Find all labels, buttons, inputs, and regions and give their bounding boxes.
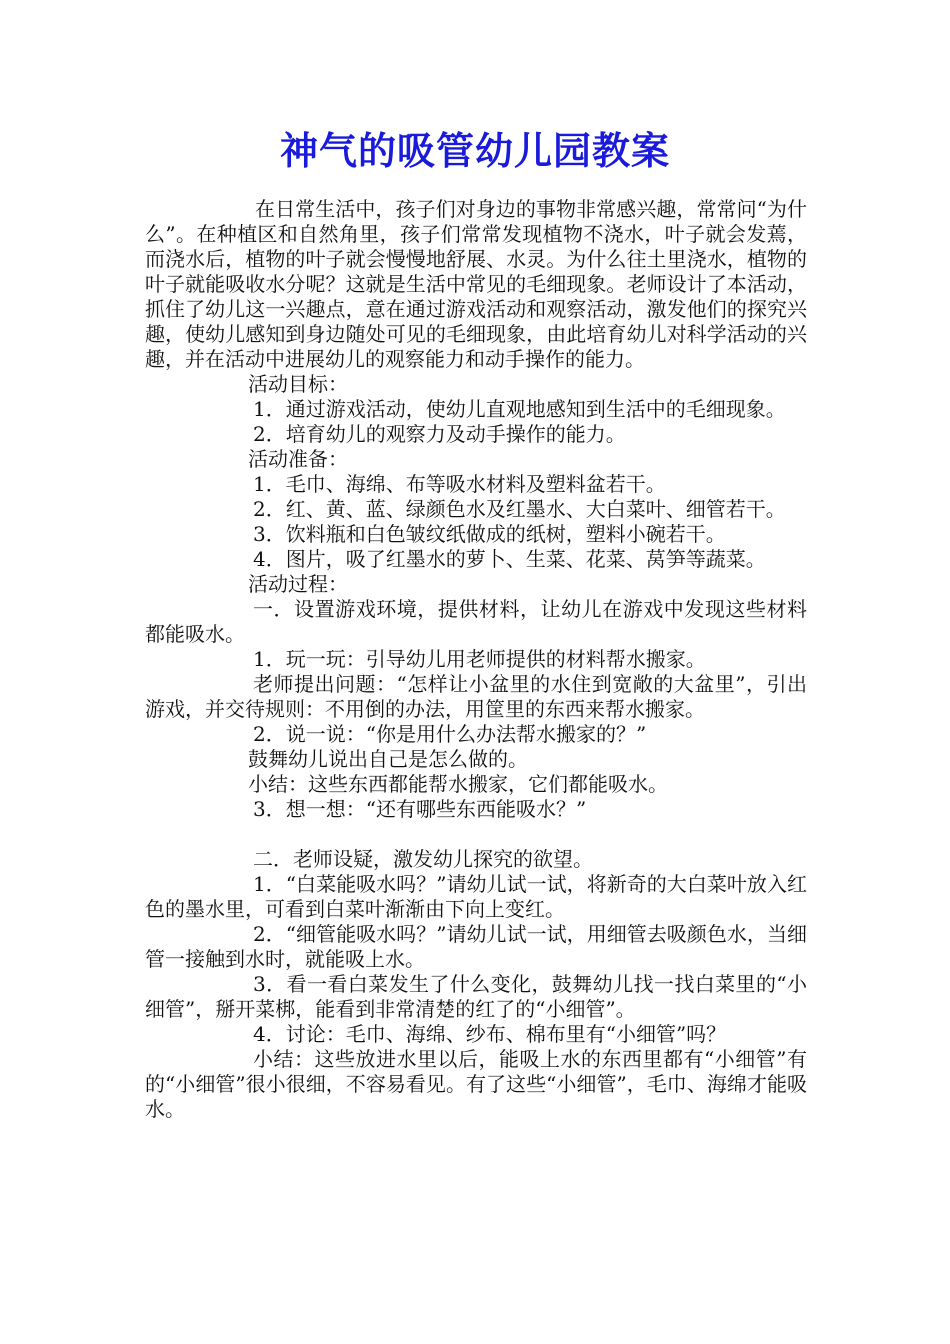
summary: 小结：这些东西都能帮水搬家，它们都能吸水。 bbox=[248, 772, 668, 796]
prep-item: 3．饮料瓶和白色皱纹纸做成的纸树，塑料小碗若干。 bbox=[253, 522, 726, 546]
section-heading-process: 活动过程： bbox=[248, 572, 348, 596]
process-step: 2．“细管能吸水吗？”请幼儿试一试，用细管去吸颜色水，当细管一接触到水时，就能吸上水。 bbox=[145, 922, 807, 971]
process-step: 二．老师设疑，激发幼儿探究的欲望。 bbox=[253, 847, 593, 871]
section-heading-prep: 活动准备： bbox=[248, 447, 348, 471]
process-step: 4．讨论：毛巾、海绵、纱布、棉布里有“小细管”吗？ bbox=[253, 1022, 727, 1046]
section-heading-goals: 活动目标： bbox=[248, 372, 348, 396]
document-body bbox=[145, 197, 807, 1122]
prep-item: 4．图片，吸了红墨水的萝卜、生菜、花菜、莴笋等蔬菜。 bbox=[253, 547, 766, 571]
process-step: 老师提出问题：“怎样让小盆里的水住到宽敞的大盆里”，引出游戏，并交待规则：不用倒的办法，用筐里的东西来帮水搬家。 bbox=[145, 672, 807, 721]
process-step: 1．“白菜能吸水吗？”请幼儿试一试，将新奇的大白菜叶放入红色的墨水里，可看到白菜叶渐渐由下向上变红。 bbox=[145, 872, 807, 921]
process-step: 1．玩一玩：引导幼儿用老师提供的材料帮水搬家。 bbox=[253, 647, 706, 671]
process-step: 一．设置游戏环境，提供材料，让幼儿在游戏中发现这些材料都能吸水。 bbox=[145, 597, 807, 646]
document-title: 神气的吸管幼儿园教案 bbox=[279, 129, 670, 173]
goal-item: 2．培育幼儿的观察力及动手操作的能力。 bbox=[253, 422, 626, 446]
process-step: 2．说一说：“你是用什么办法帮水搬家的？” bbox=[253, 722, 647, 746]
process-step: 3．想一想：“还有哪些东西能吸水？” bbox=[253, 797, 587, 821]
blank-line bbox=[145, 822, 807, 847]
intro-paragraph: 在日常生活中，孩子们对身边的事物非常感兴趣，常常问“为什么”。在种植区和自然角里，孩子们常常发现植物不浇水，叶子就会发蔫，而浇水后，植物的叶子就会慢慢地舒展、水灵。为什么往土里浇水，植物的叶子就能吸收水分呢？这就是生活中常见的毛细现象。老师设计了本活动，抓住了幼儿这一兴趣点，意在通过游戏活动和观察活动，激发他们的探究兴趣，使幼儿感知到身边随处可见的毛细现象，由此培育幼儿对科学活动的兴趣，并在活动中进展幼儿的观察能力和动手操作的能力。 bbox=[145, 197, 807, 371]
prep-item: 1．毛巾、海绵、布等吸水材料及塑料盆若干。 bbox=[253, 472, 666, 496]
process-step: 3．看一看白菜发生了什么变化，鼓舞幼儿找一找白菜里的“小细管”，掰开菜梆，能看到非常清楚的红了的“小细管”。 bbox=[145, 972, 807, 1021]
process-step: 鼓舞幼儿说出自己是怎么做的。 bbox=[248, 747, 528, 771]
goal-item: 1．通过游戏活动，使幼儿直观地感知到生活中的毛细现象。 bbox=[253, 397, 786, 421]
summary: 小结：这些放进水里以后，能吸上水的东西里都有“小细管”有的“小细管”很小很细，不容易看见。有了这些“小细管”，毛巾、海绵才能吸水。 bbox=[145, 1047, 807, 1121]
prep-item: 2．红、黄、蓝、绿颜色水及红墨水、大白菜叶、细管若干。 bbox=[253, 497, 786, 521]
